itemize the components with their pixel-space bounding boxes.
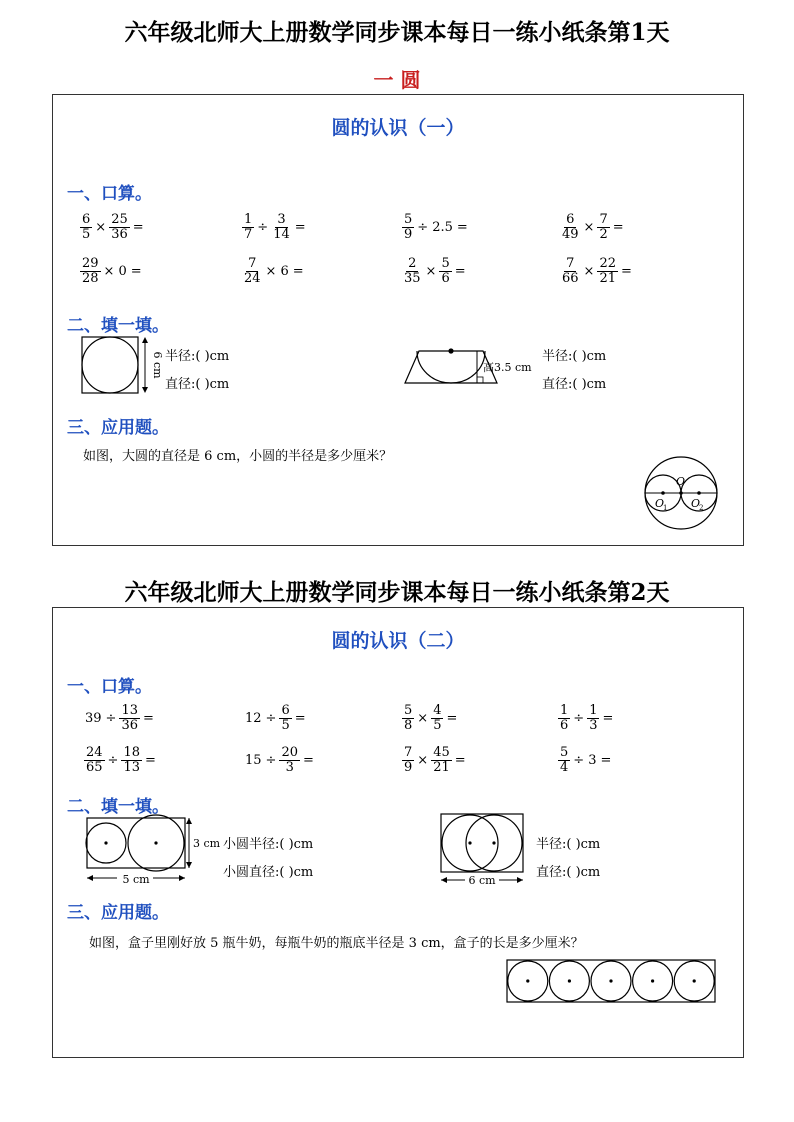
denominator: 14 [273, 226, 290, 242]
denominator: 4 [560, 759, 569, 775]
denominator: 65 [86, 759, 103, 775]
denominator: 5 [433, 717, 442, 733]
operator: ÷ [417, 219, 429, 235]
fraction-a [80, 257, 101, 285]
operator: × [95, 219, 107, 235]
operand-a: 39 [85, 710, 102, 726]
operand-b: 6 [280, 263, 289, 279]
denominator: 6 [441, 270, 450, 286]
denominator: 36 [111, 226, 128, 242]
day1-title: 六年级北师大上册数学同步课本每日一练小纸条第1天 [124, 19, 670, 46]
equals-sign: = [612, 219, 624, 235]
day2-card [52, 607, 744, 1058]
denominator: 9 [404, 226, 413, 242]
label-o1: O [655, 497, 665, 510]
mental-math-expression [79, 257, 144, 285]
day2-two-circles-rectangle-figure [83, 814, 223, 888]
fraction-b [597, 213, 609, 241]
operator: × [583, 219, 595, 235]
denominator: 8 [404, 717, 413, 733]
mental-math-expression [557, 746, 613, 774]
equals-sign: = [143, 710, 154, 726]
fraction-b [431, 746, 452, 774]
center-o2-dot [697, 491, 701, 495]
numerator: 7 [566, 256, 575, 271]
operand-b: 0 [118, 263, 127, 279]
mental-math-expression [401, 746, 468, 774]
day1-circle-in-square-figure [79, 335, 169, 397]
numerator: 5 [560, 745, 569, 760]
day2-section-mental-math: 一、口算。 [67, 677, 152, 697]
width-label: 6 cm [468, 874, 496, 886]
arrow-up-icon [142, 337, 148, 343]
day1-section-application: 三、应用题。 [67, 418, 169, 438]
equals-sign: = [145, 752, 156, 768]
day1-lesson-title: 圆的认识（一） [331, 117, 465, 139]
center-dot [448, 348, 453, 353]
fraction-a [560, 213, 581, 241]
day1-section-mental-math: 一、口算。 [67, 184, 152, 204]
fraction-a [402, 257, 423, 285]
arrow-right-icon [517, 877, 523, 883]
equals-sign: = [454, 263, 466, 279]
numerator: 25 [111, 212, 128, 227]
fraction-a [558, 704, 570, 732]
equals-sign: = [292, 263, 304, 279]
rectangle-shape [441, 814, 523, 872]
width-label: 5 cm [122, 873, 150, 886]
denominator: 2 [599, 226, 608, 242]
operator: ÷ [265, 710, 277, 726]
dimension-label: 6 cm [151, 351, 164, 379]
arrow-up-icon [186, 818, 192, 824]
label-o2-sub: 2 [699, 504, 704, 512]
arrow-down-icon [142, 387, 148, 393]
mental-math-expression [241, 257, 306, 285]
numerator: 20 [281, 745, 298, 760]
denominator: 35 [404, 270, 421, 286]
day1-semicircle-trapezoid-figure [399, 345, 539, 389]
operator: ÷ [573, 710, 585, 726]
equals-sign: = [130, 263, 142, 279]
operator: ÷ [265, 752, 277, 768]
mental-math-expression [401, 704, 459, 732]
fraction-b [587, 704, 599, 732]
fraction-a [402, 704, 414, 732]
numerator: 7 [599, 212, 608, 227]
day1-two-circles-figure [639, 451, 723, 535]
day2-section-application: 三、应用题。 [67, 903, 169, 923]
numerator: 18 [123, 745, 140, 760]
numerator: 1 [244, 212, 253, 227]
arrow-down-icon [186, 862, 192, 868]
numerator: 1 [589, 703, 598, 718]
equals-sign: = [294, 219, 306, 235]
operator: × [583, 263, 595, 279]
fraction-a [402, 746, 414, 774]
mental-math-expression [83, 746, 158, 774]
day2-lesson-title: 圆的认识（二） [331, 630, 465, 652]
day2-milk-box-figure [505, 958, 719, 1006]
denominator: 36 [121, 717, 138, 733]
fraction-b [439, 257, 451, 285]
denominator: 3 [589, 717, 598, 733]
fraction-b [279, 704, 291, 732]
day1-card [52, 94, 744, 546]
center-o1-dot [661, 491, 665, 495]
operand-b: 2.5 [432, 219, 453, 235]
denominator: 5 [281, 717, 290, 733]
numerator: 6 [281, 703, 290, 718]
day2-title: 六年级北师大上册数学同步课本每日一练小纸条第2天 [124, 579, 670, 606]
center-o-dot [679, 491, 683, 495]
day2-fill1-radius: 小圆半径:( )cm [223, 837, 314, 852]
denominator: 3 [285, 759, 294, 775]
label-o2: O [691, 497, 701, 510]
operand-a: 12 [245, 710, 262, 726]
day2-section-fill: 二、填一填。 [67, 797, 169, 817]
milk-bottle-circles [508, 961, 714, 1001]
denominator: 24 [244, 270, 261, 286]
fraction-b [109, 213, 130, 241]
operator: × [425, 263, 437, 279]
milk-bottle-center-dot [609, 979, 612, 982]
fraction-a [402, 213, 414, 241]
arrow-left-icon [441, 877, 447, 883]
mental-math-expression [401, 257, 468, 285]
left-center-dot [468, 841, 471, 844]
denominator: 13 [123, 759, 140, 775]
day1-section-fill: 二、填一填。 [67, 316, 169, 336]
fraction-b [119, 704, 140, 732]
day2-question: 如图，盒子里刚好放 5 瓶牛奶，每瓶牛奶的瓶底半径是 3 cm，盒子的长是多少厘米？ [89, 936, 584, 951]
day1-question: 如图，大圆的直径是 6 cm，小圆的半径是多少厘米？ [83, 449, 393, 464]
equals-sign: = [294, 710, 306, 726]
day1-fill1-radius: 半径:( )cm [165, 349, 230, 364]
numerator: 22 [599, 256, 616, 271]
operand-b: 3 [588, 752, 597, 768]
numerator: 6 [82, 212, 91, 227]
numerator: 4 [433, 703, 442, 718]
fraction-b [121, 746, 142, 774]
equals-sign: = [600, 752, 612, 768]
day2-overlapping-circles-figure [437, 810, 537, 886]
numerator: 1 [560, 703, 569, 718]
mental-math-expression [243, 746, 316, 774]
semicircle-shape [417, 351, 485, 383]
mental-math-expression [401, 213, 470, 241]
right-angle-mark [477, 377, 483, 383]
numerator: 3 [277, 212, 286, 227]
equals-sign: = [621, 263, 632, 279]
arrow-left-icon [87, 875, 93, 881]
unit-title: 一 圆 [373, 68, 421, 92]
numerator: 45 [433, 745, 450, 760]
denominator: 6 [560, 717, 569, 733]
day2-fill2-radius: 半径:( )cm [536, 837, 601, 852]
fraction-a [242, 257, 263, 285]
mental-math-expression [557, 704, 615, 732]
arrow-right-icon [179, 875, 185, 881]
mental-math-expression [83, 704, 156, 732]
numerator: 5 [404, 212, 413, 227]
numerator: 13 [121, 703, 138, 718]
mental-math-expression [559, 213, 626, 241]
fraction-a [80, 213, 92, 241]
label-o1-sub: 1 [663, 504, 668, 512]
fraction-a [558, 746, 570, 774]
label-o: O [676, 475, 686, 488]
circle-shape [82, 337, 138, 393]
equals-sign: = [602, 710, 614, 726]
denominator: 28 [82, 270, 99, 286]
operand-a: 15 [245, 752, 262, 768]
operator: × [265, 263, 277, 279]
milk-bottle-center-dot [693, 979, 696, 982]
mental-math-expression [241, 213, 308, 241]
numerator: 6 [566, 212, 575, 227]
operator: × [417, 752, 429, 768]
right-center-dot [492, 841, 495, 844]
equals-sign: = [456, 219, 468, 235]
mental-math-expression [79, 213, 146, 241]
equals-sign: = [132, 219, 144, 235]
fraction-a [560, 257, 581, 285]
denominator: 21 [599, 270, 616, 286]
day1-fill1-diameter: 直径:( )cm [165, 377, 230, 392]
equals-sign: = [454, 752, 466, 768]
day1-fill2-diameter: 直径:( )cm [542, 377, 607, 392]
equals-sign: = [303, 752, 314, 768]
rectangle-shape [87, 818, 185, 868]
mental-math-expression [243, 704, 308, 732]
denominator: 21 [433, 759, 450, 775]
fraction-a [242, 213, 254, 241]
milk-bottle-center-dot [526, 979, 529, 982]
fraction-b [279, 746, 300, 774]
denominator: 66 [562, 270, 579, 286]
numerator: 5 [441, 256, 450, 271]
mental-math-expression [559, 257, 634, 285]
height-label: 3 cm [193, 837, 221, 850]
large-center-dot [154, 841, 157, 844]
fraction-b [597, 257, 618, 285]
fraction-a [84, 746, 105, 774]
numerator: 7 [248, 256, 257, 271]
day1-fill2-radius: 半径:( )cm [542, 349, 607, 364]
fraction-b [431, 704, 443, 732]
denominator: 49 [562, 226, 579, 242]
small-center-dot [104, 841, 107, 844]
day2-fill2-diameter: 直径:( )cm [536, 865, 601, 880]
operator: ÷ [573, 752, 585, 768]
denominator: 5 [82, 226, 91, 242]
numerator: 24 [86, 745, 103, 760]
milk-bottle-center-dot [651, 979, 654, 982]
fraction-b [271, 213, 292, 241]
denominator: 9 [404, 759, 413, 775]
operator: ÷ [107, 752, 119, 768]
operator: ÷ [105, 710, 117, 726]
milk-bottle-center-dot [568, 979, 571, 982]
equals-sign: = [446, 710, 458, 726]
numerator: 7 [404, 745, 413, 760]
day2-fill1-diameter: 小圆直径:( )cm [223, 865, 314, 880]
numerator: 2 [408, 256, 417, 271]
operator: × [103, 263, 115, 279]
operator: ÷ [257, 219, 269, 235]
operator: × [417, 710, 429, 726]
numerator: 5 [404, 703, 413, 718]
numerator: 29 [82, 256, 99, 271]
denominator: 7 [244, 226, 253, 242]
height-label: 高3.5 cm [483, 361, 532, 374]
